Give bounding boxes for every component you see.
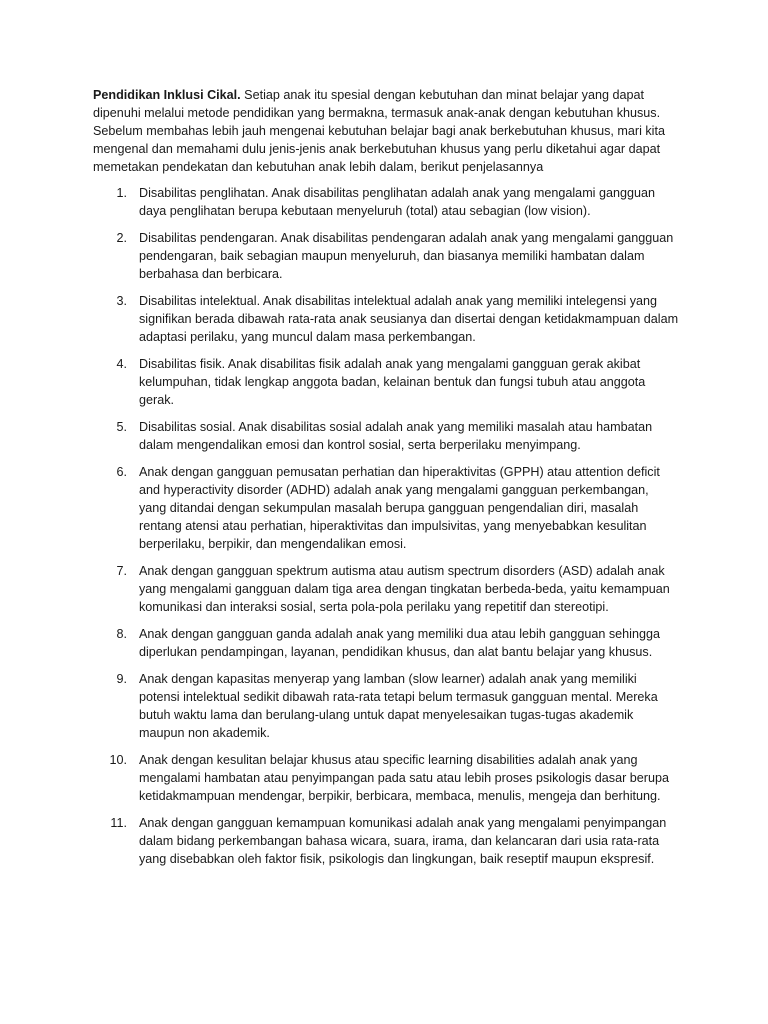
list-item-text: Anak dengan gangguan ganda adalah anak yang memiliki dua atau lebih gangguan sehingga diperlukan pendampingan, layanan, pendidikan khusus, dan alat bantu belajar yang khusus.	[139, 627, 660, 659]
intro-text: Setiap anak itu spesial dengan kebutuhan dan minat belajar yang dapat dipenuhi melalui metode pendidikan yang bermakna, termasuk anak-anak dengan kebutuhan khusus. Sebelum membahas lebih jauh mengenai kebutuhan belajar bagi anak berkebutuhan khusus, mari kita mengenal dan memahami dulu jenis-jenis anak berkebutuhan khusus yang perlu diketahui agar dapat memetakan pendekatan dan kebutuhan anak lebih dalam, berikut penjelasannya	[93, 88, 665, 174]
list-item-text: Anak dengan kapasitas menyerap yang lamban (slow learner) adalah anak yang memiliki potensi intelektual sedikit dibawah rata-rata tetapi belum termasuk gangguan mental. Mereka butuh waktu lama dan berulang-ulang untuk dapat menyelesaikan tugas-tugas akademik maupun non akademik.	[139, 672, 658, 740]
list-item-text: Anak dengan kesulitan belajar khusus atau specific learning disabilities adalah anak yang mengalami hambatan atau penyimpangan pada satu atau lebih proses psikologis dasar berupa ketidakmampuan mendengar, berpikir, berbicara, membaca, menulis, mengeja dan berhitung.	[139, 753, 669, 803]
numbered-list	[93, 184, 679, 868]
list-item-number: 7.	[116, 564, 127, 578]
list-item	[93, 184, 679, 220]
list-item	[93, 292, 679, 346]
list-item-number: 8.	[116, 627, 127, 641]
list-item-text: Anak dengan gangguan kemampuan komunikasi adalah anak yang mengalami penyimpangan dalam bidang perkembangan bahasa wicara, suara, irama, dan kelancaran dari usia rata-rata yang disebabkan oleh faktor fisik, psikologis dan lingkungan, baik reseptif maupun ekspresif.	[139, 816, 667, 866]
list-item	[93, 670, 679, 742]
list-item-number: 9.	[116, 672, 127, 686]
list-item	[93, 355, 679, 409]
list-item-text: Disabilitas pendengaran. Anak disabilitas pendengaran adalah anak yang mengalami gangguan pendengaran, baik sebagian maupun menyeluruh, dan biasanya memiliki hambatan dalam berbahasa dan berbicara.	[139, 231, 674, 281]
list-item-number: 10.	[109, 753, 127, 767]
list-item	[93, 229, 679, 283]
list-item-number: 2.	[116, 231, 127, 245]
list-item	[93, 814, 679, 868]
list-item-number: 6.	[116, 465, 127, 479]
list-item-number: 3.	[116, 294, 127, 308]
list-item	[93, 751, 679, 805]
list-item-text: Disabilitas penglihatan. Anak disabilitas penglihatan adalah anak yang mengalami gangguan daya penglihatan berupa kebutaan menyeluruh (total) atau sebagian (low vision).	[139, 186, 656, 218]
list-item-text: Anak dengan gangguan spektrum autisma atau autism spectrum disorders (ASD) adalah anak yang mengalami gangguan dalam tiga area dengan tingkatan berbeda-beda, yaitu kemampuan komunikasi dan interaksi sosial, serta pola-pola perilaku yang repetitif dan stereotipi.	[139, 564, 670, 614]
list-item-number: 4.	[116, 357, 127, 371]
list-item-text: Disabilitas intelektual. Anak disabilitas intelektual adalah anak yang memiliki intelegensi yang signifikan berada dibawah rata-rata anak seusianya dan disertai dengan ketidakmampuan dalam adaptasi perilaku, yang muncul dalam masa perkembangan.	[139, 294, 679, 344]
list-item-number: 11.	[110, 816, 127, 830]
list-item	[93, 418, 679, 454]
list-item-text: Anak dengan gangguan pemusatan perhatian dan hiperaktivitas (GPPH) atau attention deficit and hyperactivity disorder (ADHD) adalah anak yang mengalami gangguan perkembangan, yang ditandai dengan sekumpulan masalah berupa gangguan pengendalian diri, masalah rentang atensi atau perhatian, hiperaktivitas dan impulsivitas, yang menyebabkan kesulitan berperilaku, berpikir, dan mengendalikan emosi.	[139, 465, 660, 551]
intro-lead: Pendidikan Inklusi Cikal.	[93, 88, 241, 102]
list-item-number: 1.	[116, 186, 127, 200]
list-item-number: 5.	[116, 420, 127, 434]
list-item-text: Disabilitas fisik. Anak disabilitas fisik adalah anak yang mengalami gangguan gerak akibat kelumpuhan, tidak lengkap anggota badan, kelainan bentuk dan fungsi tubuh atau anggota gerak.	[139, 357, 646, 407]
list-item	[93, 562, 679, 616]
list-item	[93, 625, 679, 661]
intro-paragraph	[93, 86, 679, 176]
list-item-text: Disabilitas sosial. Anak disabilitas sosial adalah anak yang memiliki masalah atau hambatan dalam mengendalikan emosi dan kontrol sosial, serta berperilaku menyimpang.	[139, 420, 653, 452]
document-body	[93, 86, 679, 877]
list-item	[93, 463, 679, 553]
